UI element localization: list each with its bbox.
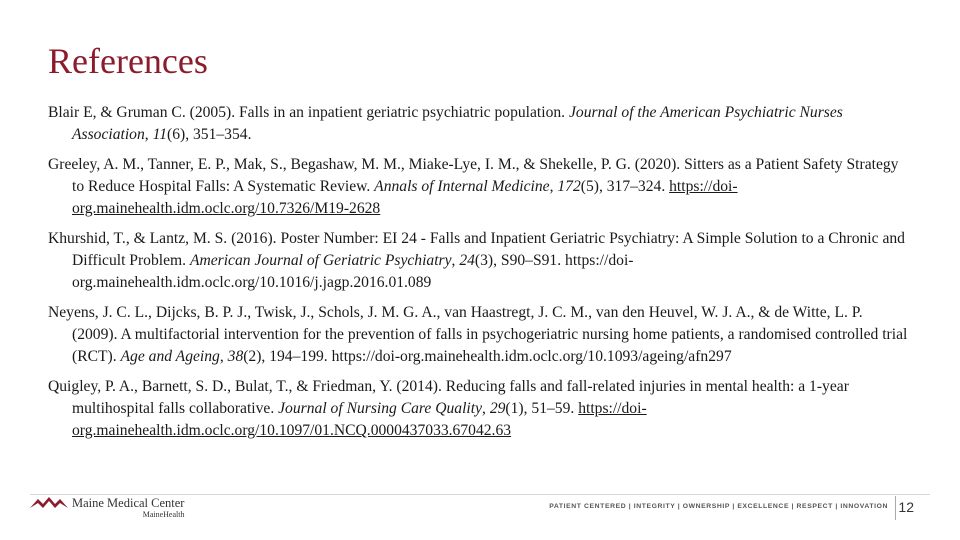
reference-item bbox=[48, 154, 910, 220]
reference-item bbox=[48, 228, 910, 294]
reference-volume: 29 bbox=[489, 400, 506, 417]
reference-item bbox=[48, 102, 910, 146]
reference-pages: (1), 51–59. bbox=[505, 400, 579, 417]
reference-volume: 172 bbox=[557, 178, 581, 195]
reference-list bbox=[48, 102, 910, 450]
reference-pages: (3), S90–S91. https://doi-org.mainehealth.idm.oclc.org/10.1016/j.jagp.2016.01.089 bbox=[72, 252, 634, 291]
maine-medical-center-logo bbox=[30, 496, 184, 520]
reference-separator: , bbox=[451, 252, 460, 269]
reference-journal: Journal of the American Psychiatric Nurses Association bbox=[72, 104, 843, 143]
logo-subtitle: MaineHealth bbox=[142, 510, 185, 519]
reference-volume: 38 bbox=[227, 348, 244, 365]
page-number-divider bbox=[895, 496, 896, 520]
reference-item bbox=[48, 302, 910, 368]
reference-journal: Annals of Internal Medicine bbox=[374, 178, 550, 195]
reference-journal: Journal of Nursing Care Quality bbox=[278, 400, 483, 417]
reference-journal: Age and Ageing bbox=[120, 348, 220, 365]
reference-pages: (2), 194–199. https://doi-org.mainehealth.idm.oclc.org/10.1093/ageing/afn297 bbox=[243, 348, 732, 365]
reference-separator: , bbox=[144, 126, 153, 143]
reference-doi-link[interactable]: https://doi-org.mainehealth.idm.oclc.org/10.1097/01.NCQ.0000437033.67042.63 bbox=[72, 400, 647, 439]
reference-item bbox=[48, 376, 910, 442]
reference-separator: , bbox=[482, 400, 490, 417]
logo-name: Maine Medical Center bbox=[72, 496, 185, 510]
reference-text: Greeley, A. M., Tanner, E. P., Mak, S., Begashaw, M. M., Miake-Lye, I. M., & Shekelle, P. G. (2020). Sitters as a Patient Safety Strategy to Reduce Hospital Falls: A Systematic Review. bbox=[48, 156, 899, 195]
reference-volume: 24 bbox=[459, 252, 475, 269]
logo-text bbox=[72, 496, 184, 520]
reference-pages: (5), 317–324. bbox=[580, 178, 670, 195]
logo-mark-icon bbox=[30, 496, 68, 510]
reference-text: Khurshid, T., & Lantz, M. S. (2016). Poster Number: EI 24 - Falls and Inpatient Geriatric Psychiatry: A Simple Solution to a Chronic and Difficult Problem. bbox=[48, 230, 905, 269]
reference-doi-link[interactable]: https://doi-org.mainehealth.idm.oclc.org/10.7326/M19-2628 bbox=[72, 178, 738, 217]
reference-text: Quigley, P. A., Barnett, S. D., Bulat, T., & Friedman, Y. (2014). Reducing falls and fall-related injuries in mental health: a 1-year multihospital falls collaborative. bbox=[48, 378, 849, 417]
reference-separator: , bbox=[549, 178, 558, 195]
page-number: 12 bbox=[898, 499, 914, 515]
values-tagline: PATIENT CENTERED | INTEGRITY | OWNERSHIP | EXCELLENCE | RESPECT | INNOVATION bbox=[549, 503, 888, 510]
footer-divider bbox=[30, 494, 930, 495]
reference-text: Neyens, J. C. L., Dijcks, B. P. J., Twisk, J., Schols, J. M. G. A., van Haastregt, J. C. M., van den Heuvel, W. J. A., & de Witte, L. P. (2009). A multifactorial intervention for the prevention of falls in psychogeriatric nursing home patients, a randomised controlled trial (RCT). bbox=[48, 304, 908, 365]
reference-pages: (6), 351–354. bbox=[167, 126, 252, 143]
page-title: References bbox=[48, 41, 208, 81]
reference-volume: 11 bbox=[152, 126, 168, 143]
reference-journal: American Journal of Geriatric Psychiatry bbox=[189, 252, 452, 269]
reference-text: Blair E, & Gruman C. (2005). Falls in an inpatient geriatric psychiatric population. bbox=[48, 104, 569, 121]
reference-separator: , bbox=[219, 348, 228, 365]
